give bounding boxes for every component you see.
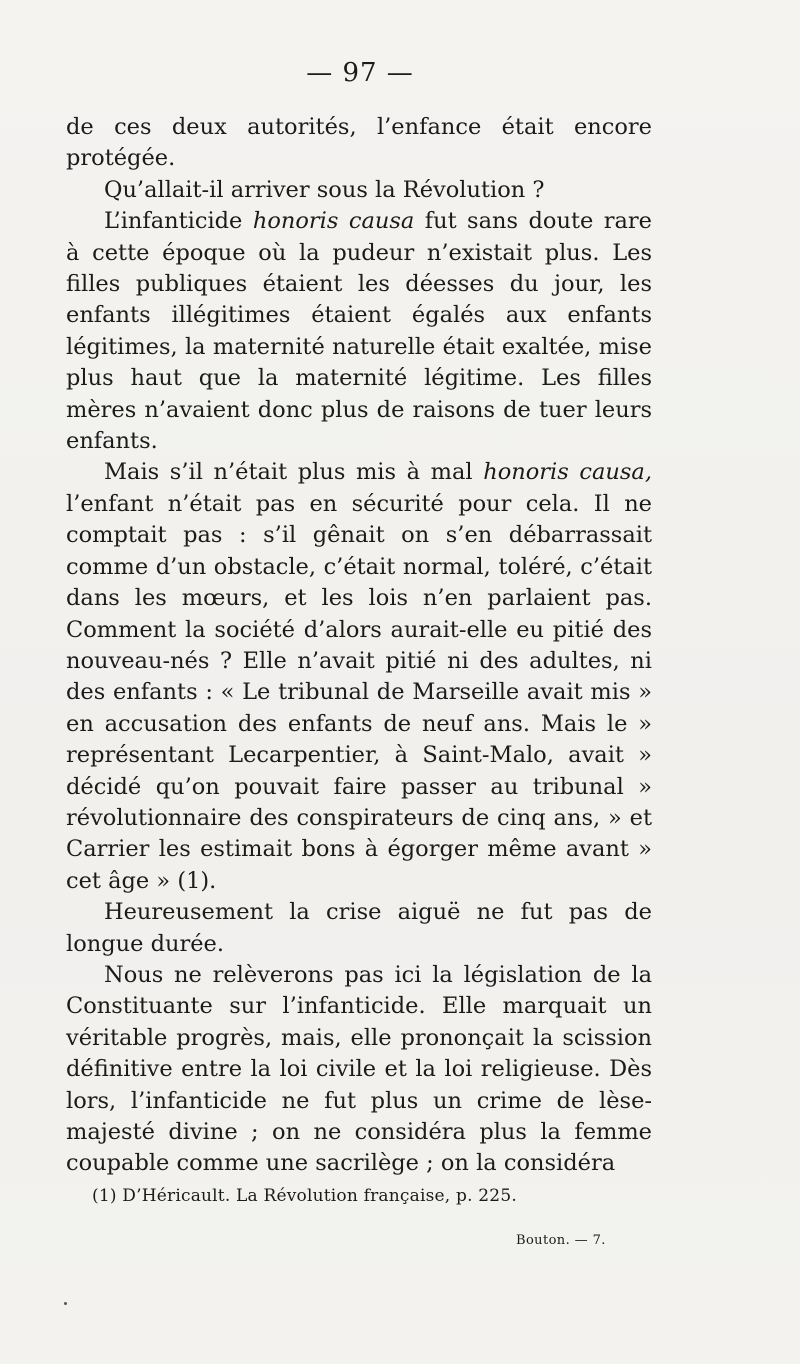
paragraph-p4 [66, 457, 652, 897]
text-run: Nous ne relèverons pas ici la législation de la Constituante sur l’infanticide. Elle marquait un véritable progrès, mais, elle prononçait la scission définitive entre la loi civile et la loi religieuse. Dès lors, l’infanticide ne fut plus un crime de lèse-majesté divine ; on ne considéra plus la femme coupable comme une sacrilège ; on la considéra [66, 961, 652, 1177]
text-run: Heureusement la crise aiguë ne fut pas de longue durée. [66, 899, 652, 957]
signature-mark: Bouton. — 7. [516, 1233, 606, 1248]
page-number: — 97 — [306, 58, 414, 88]
paragraph-p5 [66, 897, 652, 960]
paragraph-p2 [66, 175, 652, 206]
footnote: (1) D’Héricault. La Révolution française, p. 225. [92, 1186, 517, 1206]
paragraph-p6 [66, 960, 652, 1180]
text-run: Mais s’il n’était plus mis à mal [104, 459, 484, 486]
dust-speck [64, 1302, 67, 1305]
text-run: de ces deux autorités, l’enfance était encore protégée. [66, 114, 652, 172]
text-run: L’infanticide [104, 208, 253, 235]
text-run: Qu’allait-il arriver sous la Révolution ? [104, 176, 545, 203]
italic-text: honoris causa, [483, 459, 652, 486]
paragraph-p3 [66, 206, 652, 457]
body-text [66, 112, 652, 1180]
italic-text: honoris causa [252, 208, 415, 235]
text-run: l’enfant n’était pas en sécurité pour cela. Il ne comptait pas : s’il gênait on s’en débarrassait comme d’un obstacle, c’était normal, toléré, c’était dans les mœurs, et les lois n’en parlaient pas. Comment la société d’alors aurait-elle eu pitié des nouveau-nés ? Elle n’avait pitié ni des adultes, ni des enfants : « Le tribunal de Marseille avait mis » en accusation des enfants de neuf ans. Mais le » représentant Lecarpentier, à Saint-Malo, avait » décidé qu’on pouvait faire passer au tribunal » révolutionnaire des conspirateurs de cinq ans, » et Carrier les estimait bons à égorger même avant » cet âge » (1). [66, 490, 652, 894]
paragraph-p1 [66, 112, 652, 175]
text-run: fut sans doute rare à cette époque où la pudeur n’existait plus. Les filles publiques étaient les déesses du jour, les enfants illégitimes étaient égalés aux enfants légitimes, la maternité naturelle était exaltée, mise plus haut que la maternité légitime. Les filles mères n’avaient donc plus de raisons de tuer leurs enfants. [66, 208, 652, 455]
